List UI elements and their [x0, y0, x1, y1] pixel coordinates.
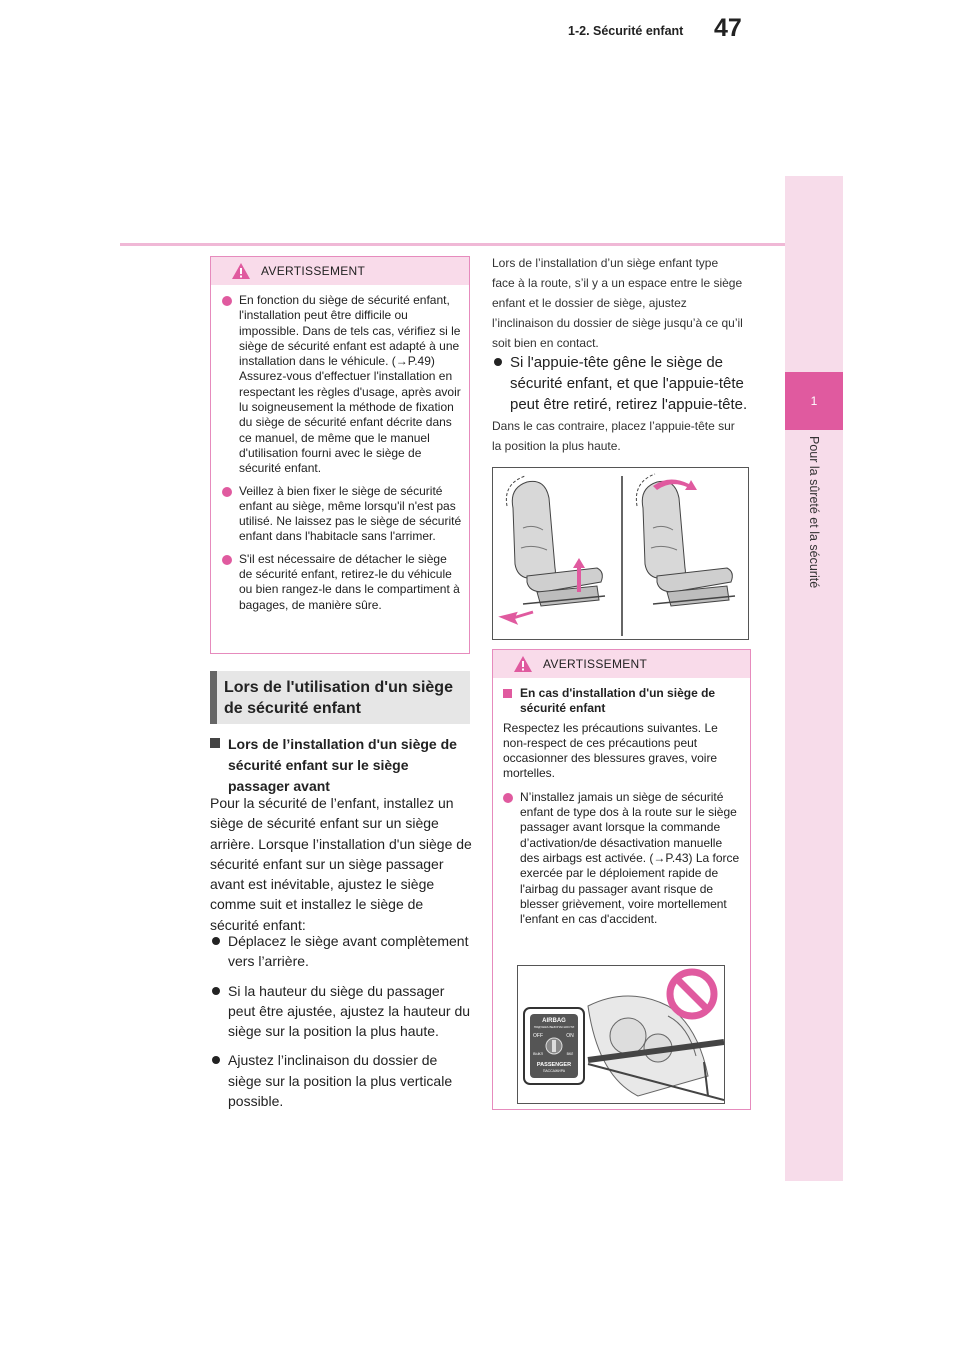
bullet-dot [212, 1056, 220, 1064]
warning-item [222, 484, 462, 545]
warning-item [222, 552, 462, 613]
sub-heading [210, 734, 472, 797]
warning-list [222, 293, 462, 620]
side-chapter-title: Pour la sûreté et la sécurité [807, 436, 821, 589]
warning-heading [503, 686, 743, 717]
airbag-bottom-sub-label: ПАССАЖИРА [542, 1069, 566, 1073]
warning-item [503, 790, 743, 928]
warning-item-text: S'il est nécessaire de détacher le siège de sécurité enfant, retirez-le du véhicule ou bien rangez-le dans le compartiment à bagages, de manière sûre. [239, 551, 460, 612]
airbag-top-sub-label: ПОДУШКА БЕЗОПАСНОСТИ [533, 1025, 575, 1029]
warning-item-text: Veillez à bien fixer le siège de sécurité enfant au siège, même lorsqu'il n'est pas utilisé. Ne laissez pas le siège de sécurité enfant dans l'habitacle sans l'arrimer. [239, 483, 462, 544]
list-item-text: Déplacez le siège avant complètement vers l’arrière. [228, 933, 469, 970]
side-tab-band [785, 176, 843, 1181]
header-rule [120, 243, 785, 246]
warning-header [493, 650, 750, 678]
airbag-top-label: AIRBAG [542, 1018, 566, 1024]
list-item-text: Si la hauteur du siège du passager peut être ajustée, ajustez la hauteur du siège sur la position la plus haute. [228, 982, 471, 1040]
warning-heading-text: En cas d'installation d'un siège de sécurité enfant [520, 686, 716, 716]
airbag-switch-panel-icon [524, 1008, 584, 1084]
warning-item-text: N’installez jamais un siège de sécurité enfant de type dos à la route sur le siège passager avant lorsque la commande d’activation/de désactivation manuelle des airbags est activée. (→P.43) La force exercée par le déploiement rapide de l'airbag du passager avant risque de blesser grièvement, voire mortellement l'enfant en cas d'accident. [520, 789, 740, 927]
bullet-list [210, 931, 472, 1120]
bullet-dot [212, 987, 220, 995]
section-title-bar [210, 671, 470, 724]
airbag-drawing [518, 966, 724, 1103]
list-item-text: Ajustez l’inclinaison du dossier de siège sur la position la plus verticale possible. [228, 1052, 453, 1110]
warning-item-text: En fonction du siège de sécurité enfant, l'installation peut être difficile ou impossible. Dans de tels cas, vérifiez si le siège de sécurité enfant est adapté à une installation dans le véhicule. (→P.49) Assurez-vous d'effectuer l'installation en respectant les règles d'usage, après avoir lu soigneusement la méthode de fixation du siège de sécurité enfant décrite dans ce manuel, de même que le manuel d'utilisation fourni avec le siège de sécurité enfant. [239, 293, 461, 476]
list-item [492, 352, 754, 415]
list-item [210, 931, 472, 972]
airbag-off-sub-label: ВЫКЛ [533, 1052, 543, 1056]
side-title-wrap [785, 436, 843, 666]
prohibition-icon [670, 972, 714, 1016]
bullet-dot [503, 793, 513, 803]
list-item [210, 981, 472, 1042]
airbag-switch-illustration [517, 965, 725, 1104]
seat-adjustment-illustration [492, 467, 749, 640]
square-bullet [503, 689, 512, 698]
bullet-list [492, 352, 754, 415]
warning-box [210, 256, 470, 654]
warning-triangle-icon [513, 655, 533, 673]
section-title: Lors de l'utilisation d'un siège de sécurité enfant [224, 679, 453, 717]
warning-item [222, 293, 462, 477]
warning-title: AVERTISSEMENT [261, 264, 366, 278]
bullet-dot [212, 937, 220, 945]
body-paragraph: Lors de l’installation d’un siège enfant type face à la route, s’il y a un espace entre le siège enfant et le dossier de siège, ajustez l’inclinaison du dossier de siège jusqu’à ce qu’il soit bien en contact. [492, 256, 743, 350]
warning-intro: Respectez les précautions suivantes. Le non-respect de ces précautions peut occasionner des blessures graves, voire mortelles. [503, 720, 718, 781]
seat-drawing [493, 468, 748, 639]
square-bullet [210, 738, 220, 748]
list-item [210, 1050, 472, 1111]
page-number: 47 [714, 14, 742, 42]
bullet-dot [222, 555, 232, 565]
body-paragraph: Dans le cas contraire, placez l’appuie-tête sur la position la plus haute. [492, 419, 735, 453]
seat-left-icon [503, 476, 605, 622]
airbag-on-sub-label: ВКЛ [566, 1052, 574, 1056]
sub-heading-text: Lors de l’installation d'un siège de sécurité enfant sur le siège passager avant [228, 736, 457, 794]
airbag-on-label: ON [566, 1033, 574, 1039]
bullet-dot [222, 487, 232, 497]
bullet-dot [494, 358, 502, 366]
list-item-text: Si l'appuie-tête gêne le siège de sécurité enfant, et que l'appuie-tête peut être retiré, retirez l'appuie-tête. [510, 354, 748, 413]
airbag-bottom-label: PASSENGER [536, 1062, 572, 1068]
seat-right-icon [636, 474, 735, 606]
warning-triangle-icon [231, 262, 251, 280]
warning-title: AVERTISSEMENT [543, 657, 648, 671]
airbag-off-label: OFF [533, 1033, 543, 1039]
warning-list [503, 686, 743, 927]
body-paragraph: Pour la sécurité de l’enfant, installez un siège de sécurité enfant sur un siège arrière. Lorsque l’installation d'un siège de sécurité enfant sur un siège passager avant est inévitable, ajustez le siège comme suit et installez le siège de sécurité enfant: [210, 795, 472, 933]
header-section-title: 1-2. Sécurité enfant [568, 24, 684, 38]
warning-header [211, 257, 469, 285]
bullet-dot [222, 296, 232, 306]
side-chapter-number: 1 [810, 394, 818, 408]
